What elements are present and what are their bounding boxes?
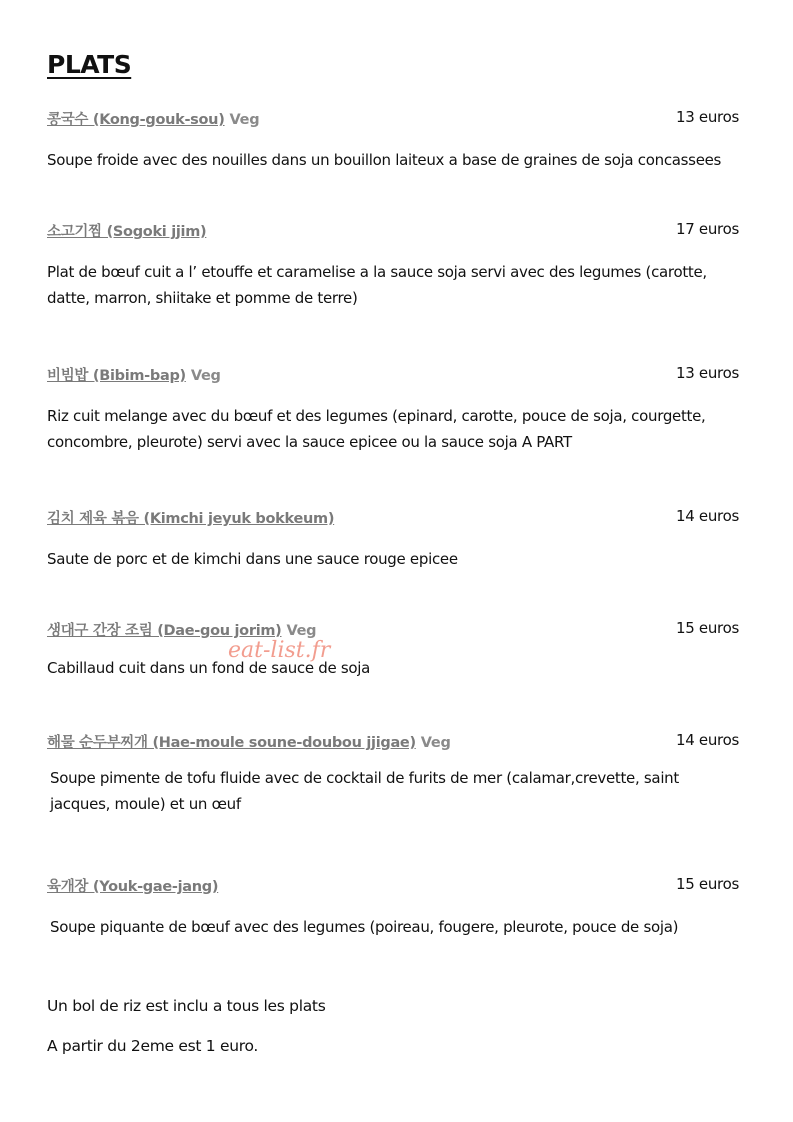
veg-tag: Veg: [420, 735, 451, 751]
page-title: PLATS: [47, 50, 132, 79]
menu-item-sogoki-jjim: [47, 220, 747, 311]
dish-header: [47, 108, 747, 130]
dish-price: 14 euros: [675, 731, 739, 749]
veg-tag: Veg: [286, 623, 317, 639]
dish-price: 17 euros: [675, 220, 739, 238]
veg-tag: Veg: [229, 112, 260, 128]
dish-name: 소고기찜 (Sogoki jjim): [47, 224, 207, 240]
rice-included-note: Un bol de riz est inclu a tous les plats: [47, 997, 326, 1015]
dish-description: Riz cuit melange avec du bœuf et des legumes (epinard, carotte, pouce de soja, courgette, concombre, pleurote) servi avec la sauce epicee ou la sauce soja A PART: [47, 407, 706, 451]
dish-name: 해물 순두부찌개 (Hae-moule soune-doubou jjigae): [47, 735, 416, 751]
dish-header: [47, 364, 747, 386]
menu-item-hae-moule-soune-doubou-jjigae: [47, 731, 747, 817]
dish-header: [47, 619, 747, 641]
dish-name: 비빔밥 (Bibim-bap): [47, 368, 186, 384]
menu-item-kong-gouk-sou: [47, 108, 747, 173]
dish-description: Saute de porc et de kimchi dans une sauce rouge epicee: [47, 550, 458, 568]
dish-header: [47, 220, 747, 242]
veg-tag: Veg: [190, 368, 221, 384]
dish-price: 15 euros: [675, 875, 739, 893]
dish-header: [47, 507, 747, 529]
dish-header: [47, 731, 747, 753]
menu-item-kimchi-jeyuk-bokkeum: [47, 507, 747, 572]
dish-name: 콩국수 (Kong-gouk-sou): [47, 112, 225, 128]
menu-item-dae-gou-jorim: [47, 619, 747, 681]
watermark: eat-list.fr: [228, 638, 331, 663]
dish-name: 생대구 간장 조림 (Dae-gou jorim): [47, 623, 282, 639]
dish-price: 13 euros: [675, 364, 739, 382]
menu-item-youk-gae-jang: [47, 875, 747, 940]
dish-price: 15 euros: [675, 619, 739, 637]
dish-name: 육개장 (Youk-gae-jang): [47, 879, 219, 895]
dish-description: Soupe froide avec des nouilles dans un bouillon laiteux a base de graines de soja concassees: [47, 151, 722, 169]
dish-description: Soupe piquante de bœuf avec des legumes (poireau, fougere, pleurote, pouce de soja): [50, 918, 679, 936]
extra-rice-price-note: A partir du 2eme est 1 euro.: [47, 1037, 259, 1055]
dish-price: 14 euros: [675, 507, 739, 525]
dish-header: [47, 875, 747, 897]
dish-name: 김치 제육 볶음 (Kimchi jeyuk bokkeum): [47, 511, 335, 527]
dish-description: Plat de bœuf cuit a l’ etouffe et caramelise a la sauce soja servi avec des legumes (carotte, datte, marron, shiitake et pomme de terre): [47, 263, 707, 307]
menu-item-bibim-bap: [47, 364, 747, 455]
dish-description: Cabillaud cuit dans un fond de sauce de soja: [47, 659, 371, 677]
dish-description: Soupe pimente de tofu fluide avec de cocktail de furits de mer (calamar,crevette, saint jacques, moule) et un œuf: [50, 769, 679, 813]
dish-price: 13 euros: [675, 108, 739, 126]
